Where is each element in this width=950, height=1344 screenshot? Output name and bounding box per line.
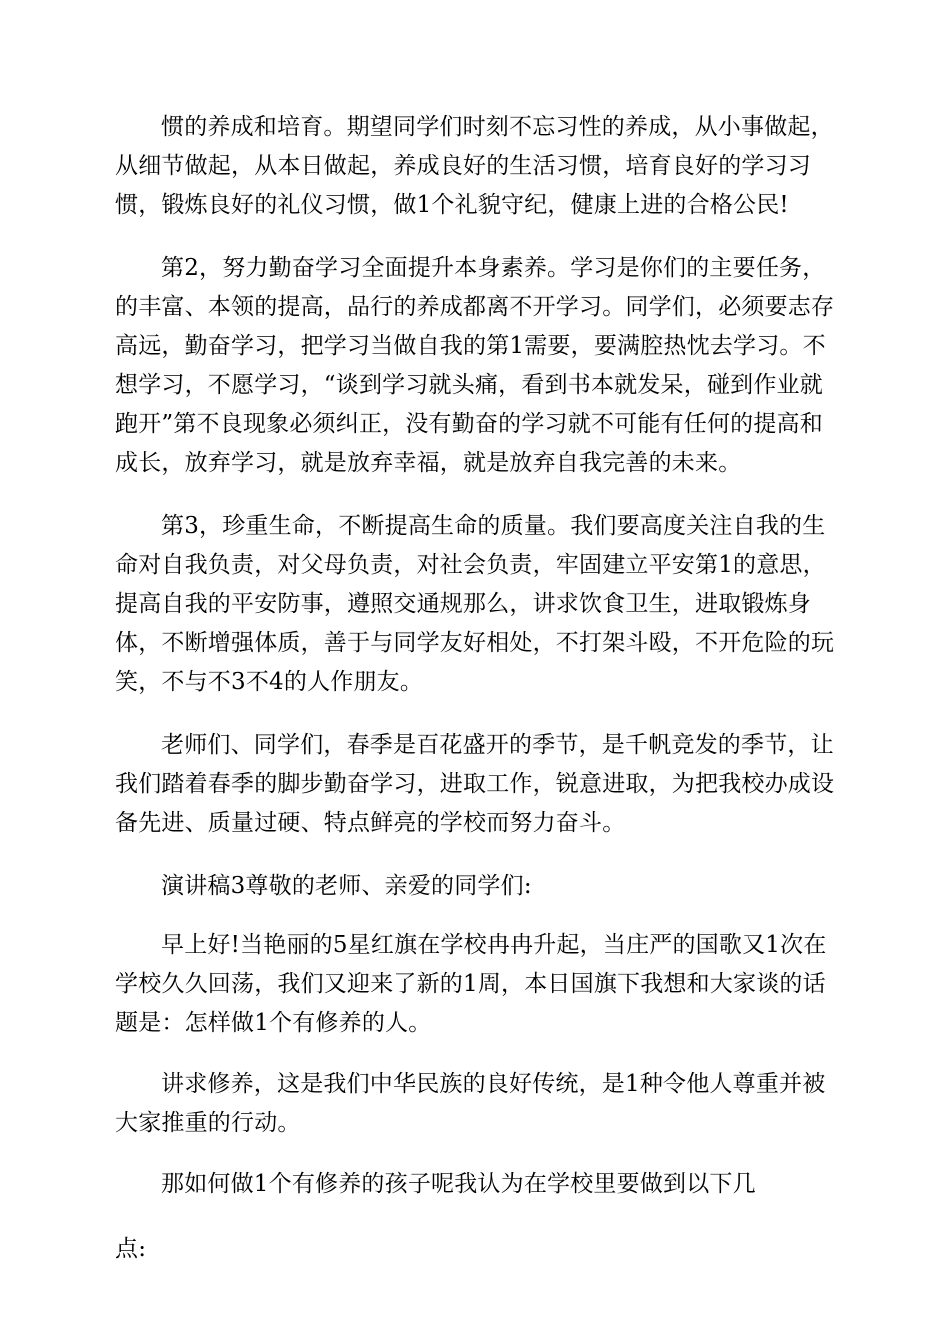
paragraph-habits: 惯的养成和培育。期望同学们时刻不忘习性的养成，从小事做起，从细节做起，从本日做起，养成良好的生活习惯，培育良好的学习习惯，锻炼良好的礼仪习惯，做1个礼貌守纪，健康上进的合格公民! [115, 114, 834, 218]
paragraph-third-point: 第3，珍重生命，不断提高生命的质量。我们要高度关注自我的生命对自我负责，对父母负责，对社会负责，牢固建立平安第1的意思，提高自我的平安防事，遵照交通规那么，讲求饮食卫生，进取锻炼身体，不断增强体质，善于与同学友好相处，不打架斗殴，不开危险的玩笑，不与不3不4的人作朋友。 [115, 513, 835, 695]
paragraph-closing: 老师们、同学们，春季是百花盛开的季节，是千帆竞发的季节，让我们踏着春季的脚步勤奋学习，进取工作，锐意进取，为把我校办成设备先进、质量过硬、特点鲜亮的学校而努力奋斗。 [115, 732, 835, 836]
document-body [115, 108, 835, 1269]
paragraph-speech-heading: 演讲稿3尊敬的老师、亲爱的同学们: [161, 873, 532, 899]
paragraph-second-point: 第2，努力勤奋学习全面提升本身素养。学习是你们的主要任务，的丰富、本领的提高，品行的养成都离不开学习。同学们，必须要志存高远，勤奋学习，把学习当做自我的第1需要，要满腔热忱去学习。不想学习，不愿学习，“谈到学习就头痛，看到书本就发呆，碰到作业就跑开”第不良现象必须纠正，没有勤奋的学习就不可能有任何的提高和成长，放弃学习，就是放弃幸福，就是放弃自我完善的未来。 [115, 255, 835, 476]
paragraph-cultivation: 讲求修养，这是我们中华民族的良好传统，是1种令他人尊重并被大家推重的行动。 [115, 1071, 826, 1136]
paragraph-how-to: 那如何做1个有修养的孩子呢我认为在学校里要做到以下几 [161, 1171, 756, 1197]
paragraph-greeting: 早上好!当艳丽的5星红旗在学校冉冉升起，当庄严的国歌又1次在学校久久回荡，我们又迎来了新的1周，本日国旗下我想和大家谈的话题是：怎样做1个有修养的人。 [115, 932, 827, 1036]
paragraph-points: 点: [115, 1236, 147, 1262]
